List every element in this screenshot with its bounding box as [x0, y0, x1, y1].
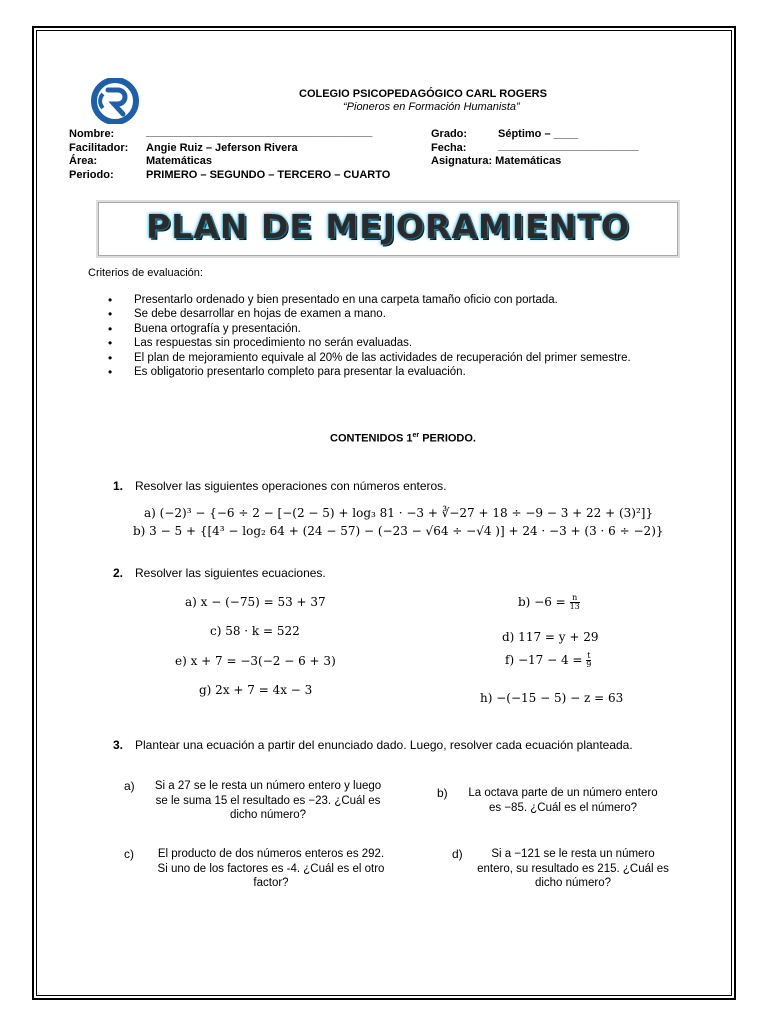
asignatura-label: Asignatura: Matemáticas [431, 155, 562, 167]
q2-equation-e: e) x + 7 = −3(−2 − 6 + 3) [175, 654, 336, 668]
q2-equation-d: d) 117 = y + 29 [502, 630, 599, 644]
criteria-title: Criterios de evaluación: [88, 267, 203, 279]
list-item: • El plan de mejoramiento equivale al 20% de las actividades de recuperación del primer semestre. [108, 351, 631, 365]
q3-label-b: b) [437, 786, 448, 800]
q2-equation-f: f) −17 − 4 = $\frac{t}{9}$ [505, 651, 592, 669]
q1-number: 1. [113, 479, 124, 493]
q3-statement-a: Si a 27 se le resta un número entero y luego se le suma 15 el resultado es −23. ¿Cuál es dicho número? [154, 780, 382, 821]
school-name: COLEGIO PSICOPEDAGÓGICO CARL ROGERS [299, 88, 547, 100]
q3-text: Plantear una ecuación a partir del enunciado dado. Luego, resolver cada ecuación planteada. [135, 738, 633, 752]
grado-label: Grado: [431, 128, 468, 140]
list-item: • Las respuestas sin procedimiento no serán evaluadas. [108, 336, 631, 350]
school-motto: “Pioneros en Formación Humanista” [343, 101, 520, 113]
q2-equation-c: c) 58 · k = 522 [210, 624, 300, 638]
list-item: • Es obligatorio presentarlo completo para presentar la evaluación. [108, 365, 631, 379]
banner-title: PLAN DE MEJORAMIENTO [146, 207, 630, 246]
nombre-label: Nombre: [69, 128, 115, 140]
q2-equation-g: g) 2x + 7 = 4x − 3 [199, 683, 313, 697]
grado-value: Séptimo – ____ [498, 128, 579, 140]
list-item: • Se debe desarrollar en hojas de examen a mano. [108, 307, 631, 321]
q1-text: Resolver las siguientes operaciones con números enteros. [135, 479, 447, 493]
q3-statement-b: La octava parte de un número entero es −85. ¿Cuál es el número? [468, 787, 658, 814]
contents-title: CONTENIDOS 1er PERIODO. [330, 432, 476, 445]
q2-equation-a: a) x − (−75) = 53 + 37 [185, 595, 326, 609]
q3-statement-d: Si a −121 se le resta un número entero, su resultado es 215. ¿Cuál es dicho número? [477, 848, 669, 889]
periodo-value: PRIMERO – SEGUNDO – TERCERO – CUARTO [146, 169, 391, 181]
area-value: Matemáticas [146, 155, 213, 167]
periodo-label: Periodo: [69, 169, 114, 181]
q3-statement-c: El producto de dos números enteros es 292. Si uno de los factores es -4. ¿Cuál es el otro factor? [157, 848, 385, 889]
title-banner [98, 202, 678, 256]
q2-equation-b: b) −6 = $\frac{n}{13}$ [518, 593, 580, 611]
q2-text: Resolver las siguientes ecuaciones. [135, 566, 326, 580]
list-item: • Presentarlo ordenado y bien presentado en una carpeta tamaño oficio con portada. [108, 293, 631, 307]
area-label: Área: [69, 155, 98, 167]
q1-expression-a: a) (−2)³ − {−6 ÷ 2 − [−(2 − 5) + log₃ 81 · −3 + ∛−27 + 18 ÷ −9 − 3 + 22 + (3)²]} [144, 506, 654, 520]
criteria-list [108, 293, 631, 379]
circle-cr-logo-icon [86, 78, 144, 124]
facilitador-value: Angie Ruiz – Jeferson Rivera [146, 142, 298, 154]
q1-expression-b: b) 3 − 5 + {[4³ − log₂ 64 + (24 − 57) − (−23 − √64 ÷ −√4 )] + 24 · −3 + (3 · 6 ÷ −2)} [133, 524, 664, 538]
q2-equation-h: h) −(−15 − 5) − z = 63 [480, 691, 624, 705]
q3-number: 3. [113, 738, 124, 752]
q2-number: 2. [113, 566, 124, 580]
facilitador-label: Facilitador: [69, 142, 129, 154]
q3-label-c: c) [124, 847, 134, 861]
fecha-label: Fecha: [431, 142, 467, 154]
q3-label-d: d) [452, 847, 463, 861]
fecha-field: _______________________ [498, 140, 639, 152]
nombre-field: _____________________________________ [146, 126, 373, 138]
list-item: • Buena ortografía y presentación. [108, 322, 631, 336]
q3-label-a: a) [124, 779, 135, 793]
